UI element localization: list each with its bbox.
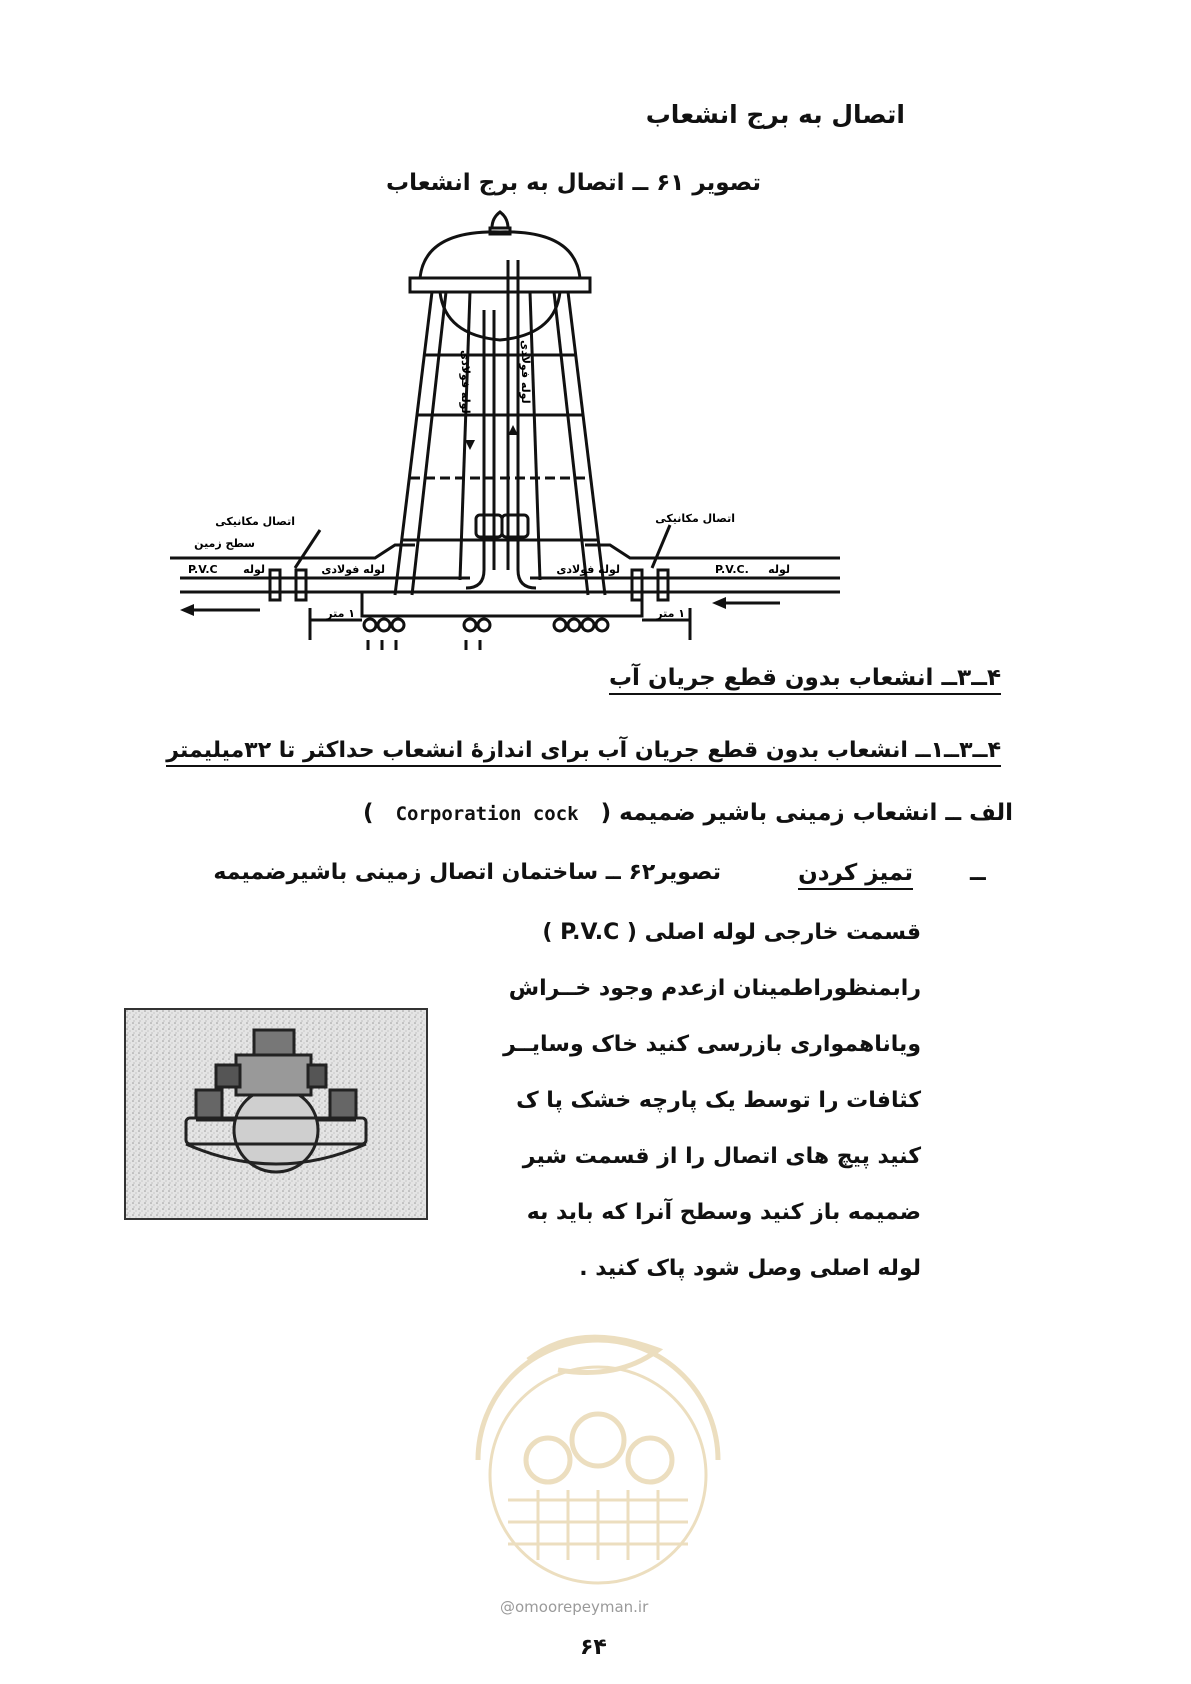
pvc-left-label: P.V.C <box>188 563 218 576</box>
heading-4-3-1 <box>166 738 1001 763</box>
pvc-right-label: P.V.C. <box>715 563 749 576</box>
pipe-word-right: لوله <box>768 563 790 576</box>
mech-joint-left-label: اتصال مکانیکی <box>215 515 295 528</box>
pipe-word-left: لوله <box>243 563 265 576</box>
figure-61-caption: تصویر ۶۱ ــ اتصال به برج انشعاب <box>385 170 761 196</box>
watermark-logo-icon <box>468 1300 728 1590</box>
heading-4-3-text: ۴ــ۳ــ انشعاب بدون قطع جریان آب <box>609 665 1001 695</box>
steel-pipe-right-label: لوله فولادی <box>556 563 620 576</box>
body-line-3: ویاناهمواری بازرسی کنید خاک وسایــر <box>503 1032 921 1057</box>
dim-left-label: ۱ متر <box>326 607 355 620</box>
item-alef-fa: الف ــ انشعاب زمینی باشیر ضمیمه ( <box>600 800 1013 826</box>
dim-right-label: ۱ متر <box>656 607 685 620</box>
body-line-1: قسمت خارجی لوله اصلی ( P.V.C ) <box>542 920 921 945</box>
body-line-4: کثافات را توسط یک پارچه خشک پا ک <box>516 1088 921 1113</box>
page-number: ۶۴ <box>580 1635 607 1660</box>
section-title: اتصال به برج انشعاب <box>645 100 905 129</box>
watermark-site: @omoorepeyman.ir <box>500 1598 649 1616</box>
water-tower-diagram <box>170 200 910 720</box>
ground-level-label: سطح زمین <box>194 537 255 550</box>
body-line-5: کنید پیچ های اتصال را از قسمت شیر <box>522 1144 921 1169</box>
steel-pipe-left-label: لوله فولادی <box>321 563 385 576</box>
pipe-steel-vertical-left: لوله فولادی <box>459 350 472 414</box>
item-alef-close: ) <box>363 800 374 826</box>
item-alef <box>363 800 1013 826</box>
body-text <box>501 920 921 1312</box>
clean-heading-text: تمیز کردن <box>798 860 913 890</box>
heading-4-3-1-text: ۴ــ۳ــ۱ــ انشعاب بدون قطع جریان آب برای اندازهٔ انشعاب حداکثر تا ۳۲میلیمتر <box>166 738 1001 767</box>
list-dash: ــ <box>970 860 986 886</box>
clean-heading <box>798 860 913 886</box>
body-line-7: لوله اصلی وصل شود پاک کنید . <box>579 1256 921 1281</box>
mech-joint-right-label: اتصال مکانیکی <box>655 512 735 525</box>
body-line-6: ضمیمه باز کنید وسطح آنرا که باید به <box>526 1200 921 1225</box>
heading-4-3 <box>609 665 1001 691</box>
pipe-steel-vertical-right: لوله فولادی <box>519 340 532 404</box>
figure-62-photo <box>124 1008 428 1220</box>
body-line-2: رابمنظوراطمینان ازعدم وجود خــراش <box>508 976 921 1001</box>
figure-62-caption: تصویر۶۲ ــ ساختمان اتصال زمینی باشیرضمیمه <box>213 860 721 885</box>
item-alef-en: Corporation cock <box>395 803 579 825</box>
